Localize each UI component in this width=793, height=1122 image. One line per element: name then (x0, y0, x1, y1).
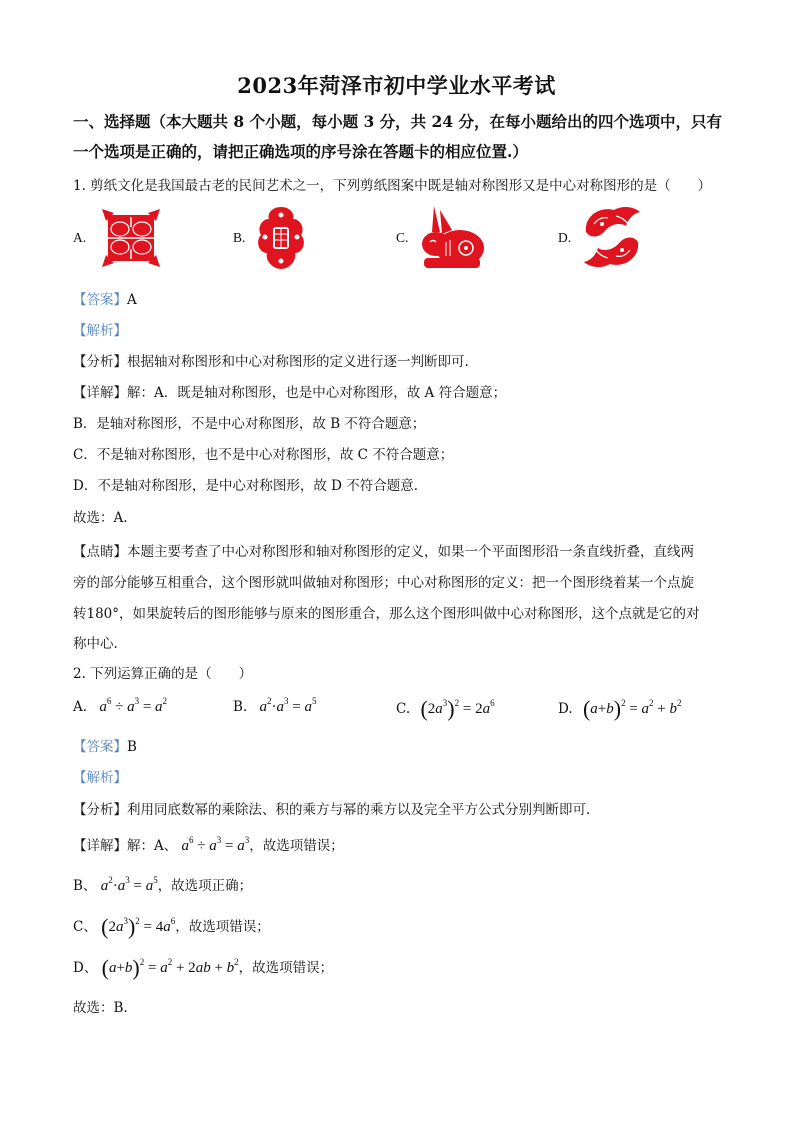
option-c-expr: $(2a^3)^2 = 2a^6$ (420, 696, 495, 721)
fenxi-text: 利用同底数幂的乘除法、积的乘方与幂的乘方以及完全平方公式分别判断即可. (127, 802, 591, 818)
q2-option-d (558, 696, 682, 722)
option-d-expr: $(a+b)^2 = a^2 + b^2$ (582, 696, 682, 721)
papercut-two-fish-icon (580, 202, 644, 272)
detail-suffix: ，故选项错误； (175, 919, 270, 935)
papercut-rabbit-icon (416, 202, 490, 272)
detail-b-expr: $a^2\cdot a^3 = a^5$ (100, 875, 158, 894)
fenxi-tag: 【分析】 (73, 802, 127, 818)
option-label: A. (73, 699, 88, 715)
detail-suffix: ，故选项错误； (249, 838, 344, 854)
q2-answer (73, 735, 137, 755)
question-1-stem: 1. 剪纸文化是我国最古老的民间艺术之一，下列剪纸图案中既是轴对称图形又是中心对称图形的是（ ） (73, 178, 712, 194)
q2-option-a (73, 696, 167, 716)
q1-xiangjie (73, 381, 506, 401)
q1-option-b-label: B. (233, 230, 246, 245)
q1-dianjing-line3: 转180°，如果旋转后的图形能够与原来的图形重合，那么这个图形叫做中心对称图形，这个点就是它的对 (73, 606, 700, 622)
fenxi-tag: 【分析】 (73, 354, 127, 370)
detail-prefix: D、 (73, 960, 98, 976)
xiangjie-text: 解：A．既是轴对称图形，也是中心对称图形，故 A 符合题意； (127, 385, 507, 401)
option-b-expr: $a^2\cdot a^3 = a^5$ (259, 696, 317, 715)
detail-prefix: B、 (73, 878, 97, 894)
detail-prefix: C、 (73, 919, 97, 935)
q2-detail-b (73, 874, 252, 895)
option-label: C. (396, 701, 411, 717)
page-title: 2023年菏泽市初中学业水平考试 (237, 73, 556, 98)
papercut-square-pattern-icon (100, 207, 162, 269)
q1-choose: 故选：A. (73, 510, 128, 526)
q1-analysis-tag: 【解析】 (73, 323, 127, 339)
section-heading-line2: 一个选项是正确的，请把正确选项的序号涂在答题卡的相应位置.） (73, 142, 528, 161)
option-label: D. (558, 701, 573, 717)
detail-c-expr: $(2a^3)^2 = 4a^6$ (101, 914, 176, 939)
q2-option-c (396, 696, 495, 722)
papercut-double-happiness-icon (255, 205, 307, 271)
answer-value: A (127, 292, 137, 308)
q1-dianjing (73, 540, 694, 560)
q1-dianjing-line4: 称中心. (73, 636, 118, 652)
q2-choose: 故选：B. (73, 1000, 128, 1016)
answer-value: B (127, 739, 137, 755)
detail-a-expr: $a^6 \div a^3 = a^3$ (181, 835, 250, 854)
detail-suffix: ，故选项错误； (238, 960, 334, 976)
q1-detail-b: B．是轴对称图形，不是中心对称图形，故 B 不符合题意； (73, 416, 426, 432)
xiangjie-prefix: 解：A、 (127, 838, 178, 854)
q1-dianjing-line2: 旁的部分能够互相重合，这个图形就叫做轴对称图形；中心对称图形的定义：把一个图形绕着某一个点旋 (73, 575, 694, 591)
xiangjie-tag: 【详解】 (73, 385, 127, 401)
answer-tag: 【答案】 (73, 739, 127, 755)
xiangjie-tag: 【详解】 (73, 838, 127, 854)
q2-xiangjie-a (73, 834, 344, 855)
q2-analysis-tag: 【解析】 (73, 770, 127, 786)
q1-detail-d: D．不是轴对称图形，是中心对称图形，故 D 不符合题意. (73, 478, 419, 494)
question-2-stem: 2. 下列运算正确的是（ ） (73, 666, 253, 682)
fenxi-text: 根据轴对称图形和中心对称图形的定义进行逐一判断即可. (127, 354, 469, 370)
q2-detail-c (73, 914, 270, 940)
dianjing-tag: 【点睛】 (73, 544, 127, 560)
detail-suffix: ，故选项正确； (157, 878, 253, 894)
answer-tag: 【答案】 (73, 292, 127, 308)
q1-option-c-label: C. (396, 230, 409, 245)
q1-fenxi (73, 350, 469, 370)
q1-option-a-label: A. (73, 230, 87, 245)
section-heading-line1: 一、选择题（本大题共 8 个小题，每小题 3 分，共 24 分，在每小题给出的四个选项中，只有 (73, 112, 723, 131)
q1-option-d-label: D. (558, 230, 572, 245)
q1-answer (73, 288, 137, 308)
option-label: B. (233, 699, 248, 715)
q2-fenxi (73, 798, 590, 818)
option-a-expr: $a^6 \div a^3 = a^2$ (99, 696, 168, 715)
dianjing-line: 本题主要考查了中心对称图形和轴对称图形的定义，如果一个平面图形沿一条直线折叠，直线两 (127, 544, 694, 560)
q2-option-b (233, 696, 316, 716)
detail-d-expr: $(a+b)^2 = a^2 + 2ab + b^2$ (101, 955, 239, 980)
q2-detail-d (73, 955, 333, 981)
q1-detail-c: C．不是轴对称图形，也不是中心对称图形，故 C 不符合题意； (73, 447, 454, 463)
